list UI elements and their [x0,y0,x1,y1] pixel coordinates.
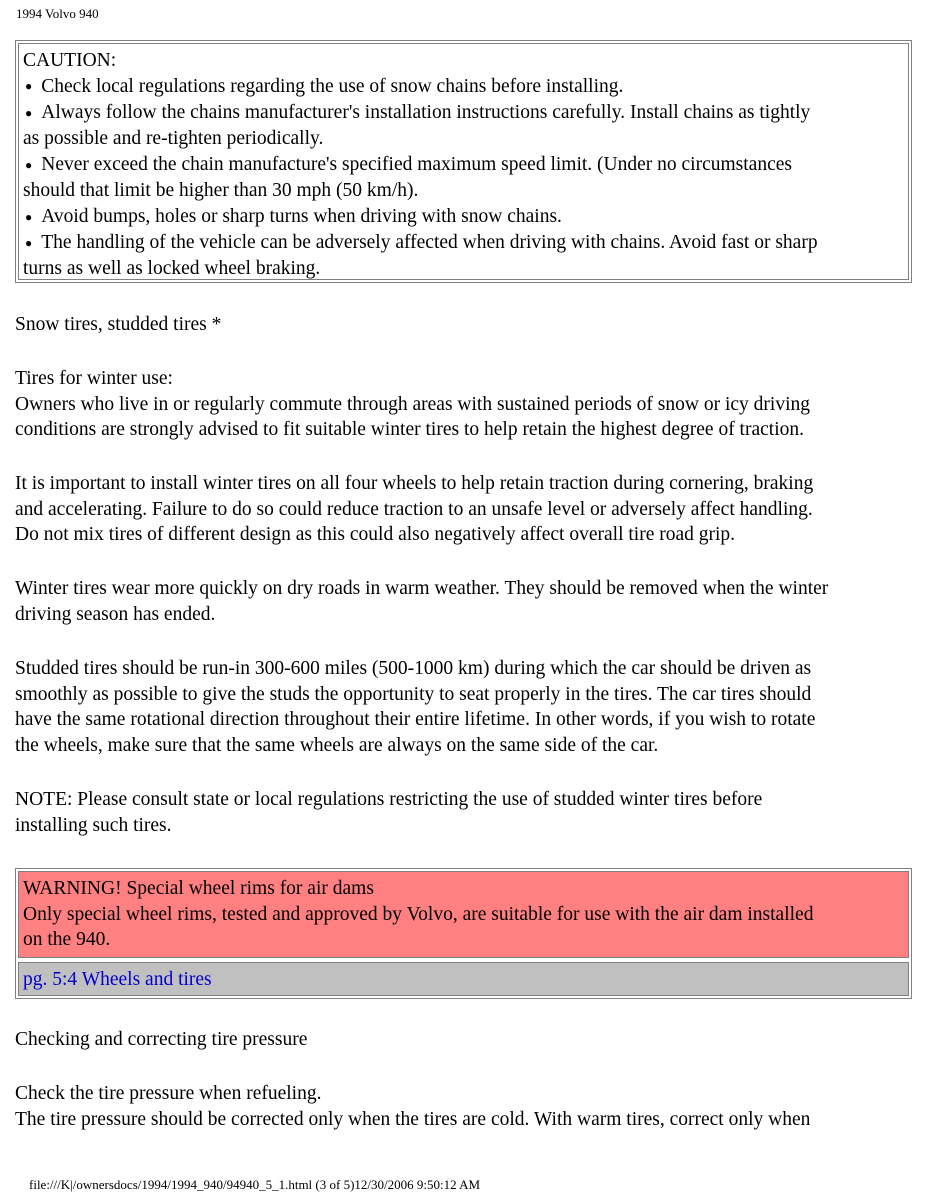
caution-heading: CAUTION: [23,50,117,71]
section-title-text: Checking and correcting tire pressure [15,1029,308,1050]
warning-box [15,868,912,999]
warning-content [18,871,909,958]
warning-line: on the 940. [23,929,111,951]
page-footer-path: file:///K|/ownersdocs/1994/1994_940/94940_5_1.html (3 of 5)12/30/2006 9:50:12 AM [29,1177,481,1192]
bullet-icon: ● [25,235,33,250]
warning-heading: WARNING! Special wheel rims for air dams [23,878,374,899]
caution-box [15,40,912,283]
paragraph-line: and accelerating. Failure to do so could reduce traction to an unsafe level or adversely affect handling. [15,498,813,520]
paragraph-wear [15,576,915,627]
caution-item [23,230,905,256]
page-header-title: 1994 Volvo 940 [16,6,99,21]
paragraph-note [15,787,915,838]
paragraph-line: Tires for winter use: [15,368,173,389]
paragraph-line: have the same rotational direction throughout their entire lifetime. In other words, if you wish to rotate [15,709,816,731]
caution-item-text: Avoid bumps, holes or sharp turns when driving with snow chains. [41,205,562,227]
section-title [15,312,915,338]
section-title-text: Snow tires, studded tires * [15,314,222,335]
caution-content [18,43,909,280]
caution-item [23,100,905,126]
section-title [15,1027,915,1053]
paragraph-all-four-wheels [15,471,915,548]
paragraph-line: installing such tires. [15,814,172,836]
caution-item-text: Check local regulations regarding the use of snow chains before installing. [41,75,624,97]
caution-item-continuation: as possible and re-tighten periodically. [23,128,324,150]
paragraph-line: Do not mix tires of different design as this could also negatively affect overall tire road grip. [15,524,736,546]
paragraph-line: Winter tires wear more quickly on dry roads in warm weather. They should be removed when the winter [15,578,829,599]
caution-item [23,74,905,100]
paragraph-studded [15,656,915,758]
bullet-icon: ● [25,79,33,94]
paragraph-line: conditions are strongly advised to fit suitable winter tires to help retain the highest degree of traction. [15,419,804,441]
caution-item-continuation: should that limit be higher than 30 mph (50 km/h). [23,180,419,202]
paragraph-line: the wheels, make sure that the same wheels are always on the same side of the car. [15,734,659,756]
page-link-cell [18,962,909,996]
paragraph-line: It is important to install winter tires on all four wheels to help retain traction during cornering, braking [15,473,814,494]
caution-item-text: Always follow the chains manufacturer's installation instructions carefully. Install chains as tightly [41,101,811,123]
bullet-icon: ● [25,157,33,172]
paragraph-winter-use [15,366,915,443]
caution-item-text: Never exceed the chain manufacture's specified maximum speed limit. (Under no circumstances [41,153,792,175]
caution-item [23,152,905,178]
paragraph-line: driving season has ended. [15,603,216,625]
caution-item-text: The handling of the vehicle can be adversely affected when driving with chains. Avoid fast or sharp [41,232,818,254]
caution-item [23,204,905,230]
paragraph-line: Studded tires should be run-in 300-600 miles (500-1000 km) during which the car should be driven as [15,658,812,679]
paragraph-line: smoothly as possible to give the studs the opportunity to seat properly in the tires. The car tires should [15,683,812,705]
bullet-icon: ● [25,105,33,120]
paragraph-line: Owners who live in or regularly commute through areas with sustained periods of snow or icy driving [15,393,810,415]
warning-line: Only special wheel rims, tested and approved by Volvo, are suitable for use with the air dam installed [23,903,814,925]
page-link[interactable]: pg. 5:4 Wheels and tires [23,969,212,990]
paragraph-line: The tire pressure should be corrected only when the tires are cold. With warm tires, correct only when [15,1108,811,1130]
caution-item-continuation: turns as well as locked wheel braking. [23,258,321,280]
paragraph-pressure [15,1081,915,1132]
paragraph-line: Check the tire pressure when refueling. [15,1083,322,1104]
paragraph-line: NOTE: Please consult state or local regulations restricting the use of studded winter tires before [15,789,763,810]
bullet-icon: ● [25,209,33,224]
